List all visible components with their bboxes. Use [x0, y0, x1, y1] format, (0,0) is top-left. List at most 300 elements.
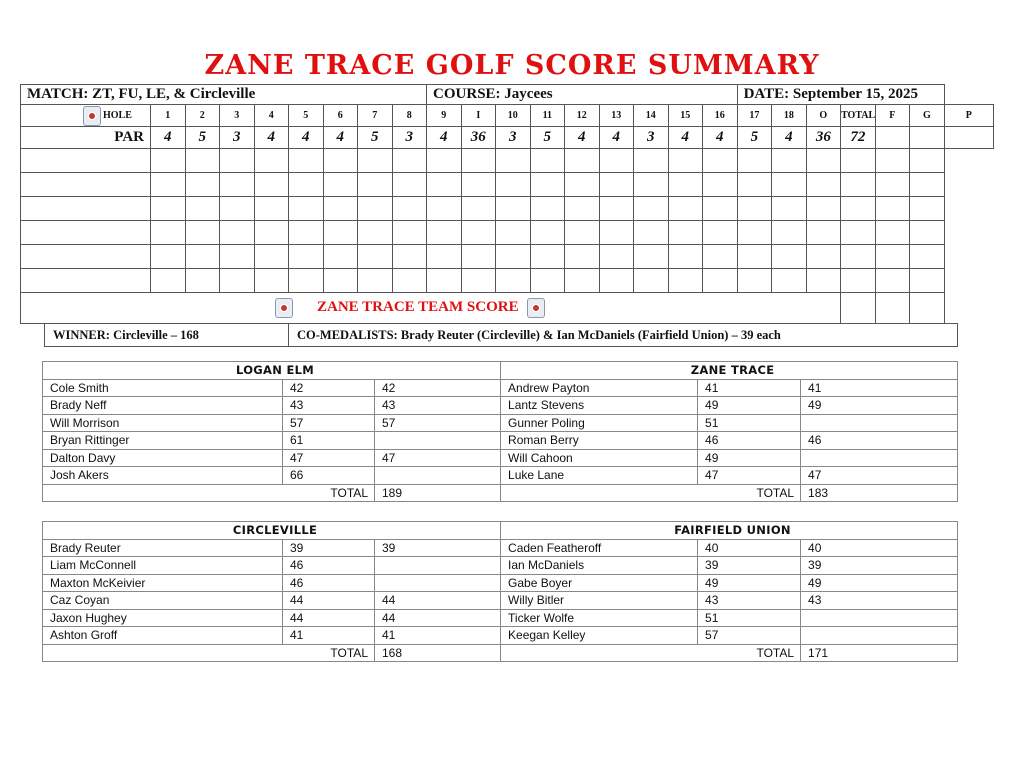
score-cell — [530, 245, 565, 269]
player-row — [43, 397, 958, 415]
score-cell — [358, 245, 393, 269]
score-cell — [841, 293, 876, 324]
score-cell — [703, 269, 738, 293]
player-name: Liam McConnell — [43, 557, 283, 575]
score-cell — [358, 197, 393, 221]
counted-score — [801, 414, 958, 432]
player-name: Will Cahoon — [501, 449, 698, 467]
player-row — [43, 609, 958, 627]
hole-number: 11 — [530, 105, 565, 127]
score-cell — [599, 269, 634, 293]
hole-number: 2 — [185, 105, 220, 127]
score-cell — [496, 197, 531, 221]
score-cell — [875, 221, 910, 245]
counted-score: 43 — [801, 592, 958, 610]
score-cell — [599, 245, 634, 269]
score-cell — [599, 221, 634, 245]
hole-number: 10 — [496, 105, 531, 127]
score-cell — [254, 197, 289, 221]
counted-score: 47 — [801, 467, 958, 485]
score-cell — [841, 269, 876, 293]
results-table — [44, 323, 958, 347]
score-cell — [806, 197, 841, 221]
score-cell — [151, 269, 186, 293]
counted-score: 49 — [801, 574, 958, 592]
player-score: 44 — [283, 609, 375, 627]
player-row — [43, 414, 958, 432]
score-cell — [599, 149, 634, 173]
score-cell — [185, 221, 220, 245]
player-score: 43 — [698, 592, 801, 610]
scorecard-table — [20, 84, 994, 324]
counted-score — [375, 467, 501, 485]
hole-number: 18 — [772, 105, 807, 127]
total-label: TOTAL — [43, 644, 375, 662]
score-cell — [634, 197, 669, 221]
team-name: FAIRFIELD UNION — [501, 522, 958, 540]
score-cell — [806, 149, 841, 173]
score-cell — [254, 269, 289, 293]
score-cell — [910, 221, 945, 245]
player-name: Willy Bitler — [501, 592, 698, 610]
par-value: 3 — [220, 127, 255, 149]
total-label: TOTAL — [43, 484, 375, 502]
player-score: 49 — [698, 574, 801, 592]
score-cell — [496, 269, 531, 293]
score-cell — [151, 221, 186, 245]
score-cell — [185, 173, 220, 197]
score-cell — [841, 149, 876, 173]
par-value — [875, 127, 910, 149]
player-score: 51 — [698, 609, 801, 627]
total-label: TOTAL — [501, 644, 801, 662]
hole-number: TOTAL — [841, 105, 876, 127]
hole-number: P — [944, 105, 993, 127]
score-cell — [392, 197, 427, 221]
counted-score: 57 — [375, 414, 501, 432]
team-total: 171 — [801, 644, 958, 662]
total-label: TOTAL — [501, 484, 801, 502]
player-score: 57 — [698, 627, 801, 645]
player-score: 41 — [283, 627, 375, 645]
player-row — [43, 627, 958, 645]
medalists-text: CO-MEDALISTS: Brady Reuter (Circleville) & Ian McDaniels (Fairfield Union) – 39 each — [289, 324, 958, 347]
score-cell — [392, 149, 427, 173]
score-cell — [875, 173, 910, 197]
score-row — [21, 245, 994, 269]
player-score: 57 — [283, 414, 375, 432]
date-label: DATE: September 15, 2025 — [737, 85, 944, 105]
score-cell — [565, 173, 600, 197]
team-name: CIRCLEVILLE — [43, 522, 501, 540]
par-value: 3 — [496, 127, 531, 149]
score-cell — [323, 269, 358, 293]
player-name: Gunner Poling — [501, 414, 698, 432]
score-cell — [185, 269, 220, 293]
hole-number: 16 — [703, 105, 738, 127]
team-total: 183 — [801, 484, 958, 502]
match-label: MATCH: ZT, FU, LE, & Circleville — [21, 85, 427, 105]
player-name: Gabe Boyer — [501, 574, 698, 592]
par-value: 5 — [530, 127, 565, 149]
score-cell — [599, 173, 634, 197]
score-cell — [530, 173, 565, 197]
hole-label — [21, 105, 151, 127]
counted-score — [801, 627, 958, 645]
player-name: Ashton Groff — [43, 627, 283, 645]
score-cell — [772, 173, 807, 197]
score-cell — [254, 245, 289, 269]
score-cell — [634, 149, 669, 173]
player-row — [43, 379, 958, 397]
score-cell — [254, 149, 289, 173]
score-row — [21, 197, 994, 221]
score-cell — [668, 245, 703, 269]
counted-score: 41 — [375, 627, 501, 645]
hole-number: 5 — [289, 105, 324, 127]
par-value: 72 — [841, 127, 876, 149]
par-value: 4 — [427, 127, 462, 149]
score-cell — [703, 149, 738, 173]
score-cell — [358, 173, 393, 197]
score-cell — [737, 245, 772, 269]
score-cell — [703, 197, 738, 221]
par-value: 4 — [289, 127, 324, 149]
counted-score: 42 — [375, 379, 501, 397]
score-cell — [841, 173, 876, 197]
score-cell — [634, 245, 669, 269]
score-cell — [875, 197, 910, 221]
score-cell — [461, 245, 496, 269]
par-value: 4 — [772, 127, 807, 149]
score-cell — [806, 245, 841, 269]
player-name: Luke Lane — [501, 467, 698, 485]
score-cell — [565, 197, 600, 221]
par-label: PAR — [21, 127, 151, 149]
team-name: LOGAN ELM — [43, 362, 501, 380]
player-name: Andrew Payton — [501, 379, 698, 397]
player-row — [43, 432, 958, 450]
score-cell — [599, 197, 634, 221]
hole-number: 7 — [358, 105, 393, 127]
player-name: Jaxon Hughey — [43, 609, 283, 627]
score-cell — [358, 269, 393, 293]
player-score: 61 — [283, 432, 375, 450]
team-table-1 — [42, 361, 958, 502]
hole-number: I — [461, 105, 496, 127]
player-score: 42 — [283, 379, 375, 397]
score-cell — [496, 149, 531, 173]
player-name: Will Morrison — [43, 414, 283, 432]
score-cell — [668, 173, 703, 197]
score-cell — [21, 269, 151, 293]
score-cell — [910, 149, 945, 173]
hole-label-text: HOLE — [103, 109, 132, 121]
player-score: 46 — [283, 557, 375, 575]
player-name: Caden Featheroff — [501, 539, 698, 557]
score-cell — [461, 269, 496, 293]
counted-score — [375, 557, 501, 575]
player-row — [43, 574, 958, 592]
score-cell — [289, 269, 324, 293]
score-cell — [151, 245, 186, 269]
score-cell — [185, 197, 220, 221]
player-score: 66 — [283, 467, 375, 485]
hole-number: 17 — [737, 105, 772, 127]
page-title: ZANE TRACE GOLF SCORE SUMMARY — [204, 50, 820, 81]
player-name: Caz Coyan — [43, 592, 283, 610]
counted-score: 44 — [375, 609, 501, 627]
player-name: Roman Berry — [501, 432, 698, 450]
score-cell — [289, 221, 324, 245]
hole-number: 13 — [599, 105, 634, 127]
score-cell — [565, 221, 600, 245]
score-cell — [323, 197, 358, 221]
par-value: 5 — [358, 127, 393, 149]
score-cell — [392, 269, 427, 293]
score-cell — [772, 197, 807, 221]
par-value — [910, 127, 945, 149]
player-row — [43, 557, 958, 575]
score-cell — [392, 245, 427, 269]
score-cell — [668, 149, 703, 173]
score-cell — [841, 197, 876, 221]
score-cell — [185, 245, 220, 269]
score-cell — [875, 293, 910, 324]
score-cell — [461, 197, 496, 221]
score-cell — [289, 149, 324, 173]
score-cell — [392, 173, 427, 197]
score-cell — [841, 245, 876, 269]
score-cell — [737, 149, 772, 173]
score-cell — [703, 245, 738, 269]
score-cell — [220, 149, 255, 173]
player-name: Keegan Kelley — [501, 627, 698, 645]
score-cell — [220, 197, 255, 221]
par-value: 5 — [737, 127, 772, 149]
player-name: Cole Smith — [43, 379, 283, 397]
hole-number: 15 — [668, 105, 703, 127]
player-row — [43, 592, 958, 610]
score-cell — [668, 269, 703, 293]
score-cell — [323, 245, 358, 269]
score-cell — [392, 221, 427, 245]
score-cell — [806, 173, 841, 197]
score-cell — [772, 149, 807, 173]
player-score: 39 — [283, 539, 375, 557]
score-cell — [21, 173, 151, 197]
par-value: 4 — [565, 127, 600, 149]
score-cell — [530, 221, 565, 245]
score-cell — [151, 173, 186, 197]
score-cell — [496, 245, 531, 269]
score-cell — [565, 149, 600, 173]
counted-score: 39 — [375, 539, 501, 557]
player-row — [43, 449, 958, 467]
score-cell — [358, 149, 393, 173]
score-cell — [323, 221, 358, 245]
score-row — [21, 173, 994, 197]
par-value: 36 — [806, 127, 841, 149]
score-cell — [496, 173, 531, 197]
score-cell — [806, 221, 841, 245]
player-name: Brady Neff — [43, 397, 283, 415]
score-cell — [737, 221, 772, 245]
score-row — [21, 221, 994, 245]
score-cell — [427, 197, 462, 221]
hole-number: 12 — [565, 105, 600, 127]
score-cell — [910, 173, 945, 197]
score-cell — [737, 197, 772, 221]
par-value — [944, 127, 993, 149]
team-total: 168 — [375, 644, 501, 662]
score-cell — [530, 269, 565, 293]
player-name: Ticker Wolfe — [501, 609, 698, 627]
score-cell — [772, 221, 807, 245]
par-value: 4 — [254, 127, 289, 149]
score-cell — [496, 221, 531, 245]
player-score: 46 — [698, 432, 801, 450]
par-value: 3 — [392, 127, 427, 149]
counted-score: 44 — [375, 592, 501, 610]
score-cell — [151, 197, 186, 221]
score-cell — [772, 269, 807, 293]
score-cell — [530, 197, 565, 221]
player-score: 43 — [283, 397, 375, 415]
hole-number: F — [875, 105, 910, 127]
player-score: 39 — [698, 557, 801, 575]
par-value: 4 — [323, 127, 358, 149]
player-score: 44 — [283, 592, 375, 610]
score-cell — [254, 173, 289, 197]
hole-number: 1 — [151, 105, 186, 127]
score-cell — [565, 245, 600, 269]
team-table-2 — [42, 521, 958, 662]
team-name: ZANE TRACE — [501, 362, 958, 380]
score-cell — [21, 245, 151, 269]
score-row — [21, 149, 994, 173]
score-cell — [220, 269, 255, 293]
counted-score — [801, 449, 958, 467]
score-cell — [254, 221, 289, 245]
hole-number: 9 — [427, 105, 462, 127]
school-logo-icon — [83, 106, 101, 126]
score-cell — [565, 269, 600, 293]
par-value: 3 — [634, 127, 669, 149]
school-logo-icon — [527, 298, 545, 318]
score-cell — [427, 149, 462, 173]
score-cell — [530, 149, 565, 173]
player-name: Bryan Rittinger — [43, 432, 283, 450]
score-cell — [634, 221, 669, 245]
team-total: 189 — [375, 484, 501, 502]
player-score: 49 — [698, 449, 801, 467]
counted-score: 47 — [375, 449, 501, 467]
hole-number: 3 — [220, 105, 255, 127]
score-cell — [737, 173, 772, 197]
player-score: 47 — [283, 449, 375, 467]
player-name: Lantz Stevens — [501, 397, 698, 415]
score-cell — [910, 293, 945, 324]
score-cell — [668, 197, 703, 221]
score-cell — [772, 245, 807, 269]
player-score: 41 — [698, 379, 801, 397]
score-cell — [875, 149, 910, 173]
counted-score: 49 — [801, 397, 958, 415]
hole-number: 4 — [254, 105, 289, 127]
score-cell — [151, 149, 186, 173]
score-cell — [21, 221, 151, 245]
score-cell — [703, 173, 738, 197]
score-cell — [461, 173, 496, 197]
player-name: Josh Akers — [43, 467, 283, 485]
score-cell — [910, 197, 945, 221]
score-cell — [875, 245, 910, 269]
player-score: 51 — [698, 414, 801, 432]
score-cell — [220, 173, 255, 197]
par-value: 4 — [703, 127, 738, 149]
player-score: 40 — [698, 539, 801, 557]
team-score-label: ZANE TRACE TEAM SCORE — [317, 298, 519, 315]
par-value: 5 — [185, 127, 220, 149]
score-cell — [841, 221, 876, 245]
counted-score: 40 — [801, 539, 958, 557]
score-cell — [427, 221, 462, 245]
score-cell — [910, 245, 945, 269]
counted-score: 39 — [801, 557, 958, 575]
counted-score: 43 — [375, 397, 501, 415]
player-row — [43, 467, 958, 485]
hole-number: 14 — [634, 105, 669, 127]
player-score: 49 — [698, 397, 801, 415]
score-cell — [289, 197, 324, 221]
player-name: Maxton McKeivier — [43, 574, 283, 592]
player-name: Ian McDaniels — [501, 557, 698, 575]
school-logo-icon — [275, 298, 293, 318]
score-cell — [358, 221, 393, 245]
hole-number: 6 — [323, 105, 358, 127]
counted-score: 41 — [801, 379, 958, 397]
counted-score — [375, 432, 501, 450]
score-cell — [668, 221, 703, 245]
score-cell — [427, 245, 462, 269]
score-cell — [21, 197, 151, 221]
team-score-row — [21, 293, 841, 324]
score-cell — [875, 269, 910, 293]
player-score: 47 — [698, 467, 801, 485]
par-value: 36 — [461, 127, 496, 149]
par-value: 4 — [668, 127, 703, 149]
winner-text: WINNER: Circleville – 168 — [45, 324, 289, 347]
par-value: 4 — [599, 127, 634, 149]
score-cell — [910, 269, 945, 293]
score-cell — [21, 149, 151, 173]
hole-number: G — [910, 105, 945, 127]
par-value: 4 — [151, 127, 186, 149]
score-cell — [289, 245, 324, 269]
score-cell — [806, 269, 841, 293]
player-score: 46 — [283, 574, 375, 592]
hole-number: O — [806, 105, 841, 127]
score-cell — [634, 269, 669, 293]
score-cell — [323, 149, 358, 173]
score-cell — [220, 245, 255, 269]
score-cell — [427, 269, 462, 293]
counted-score — [801, 609, 958, 627]
score-row — [21, 269, 994, 293]
counted-score: 46 — [801, 432, 958, 450]
player-row — [43, 539, 958, 557]
